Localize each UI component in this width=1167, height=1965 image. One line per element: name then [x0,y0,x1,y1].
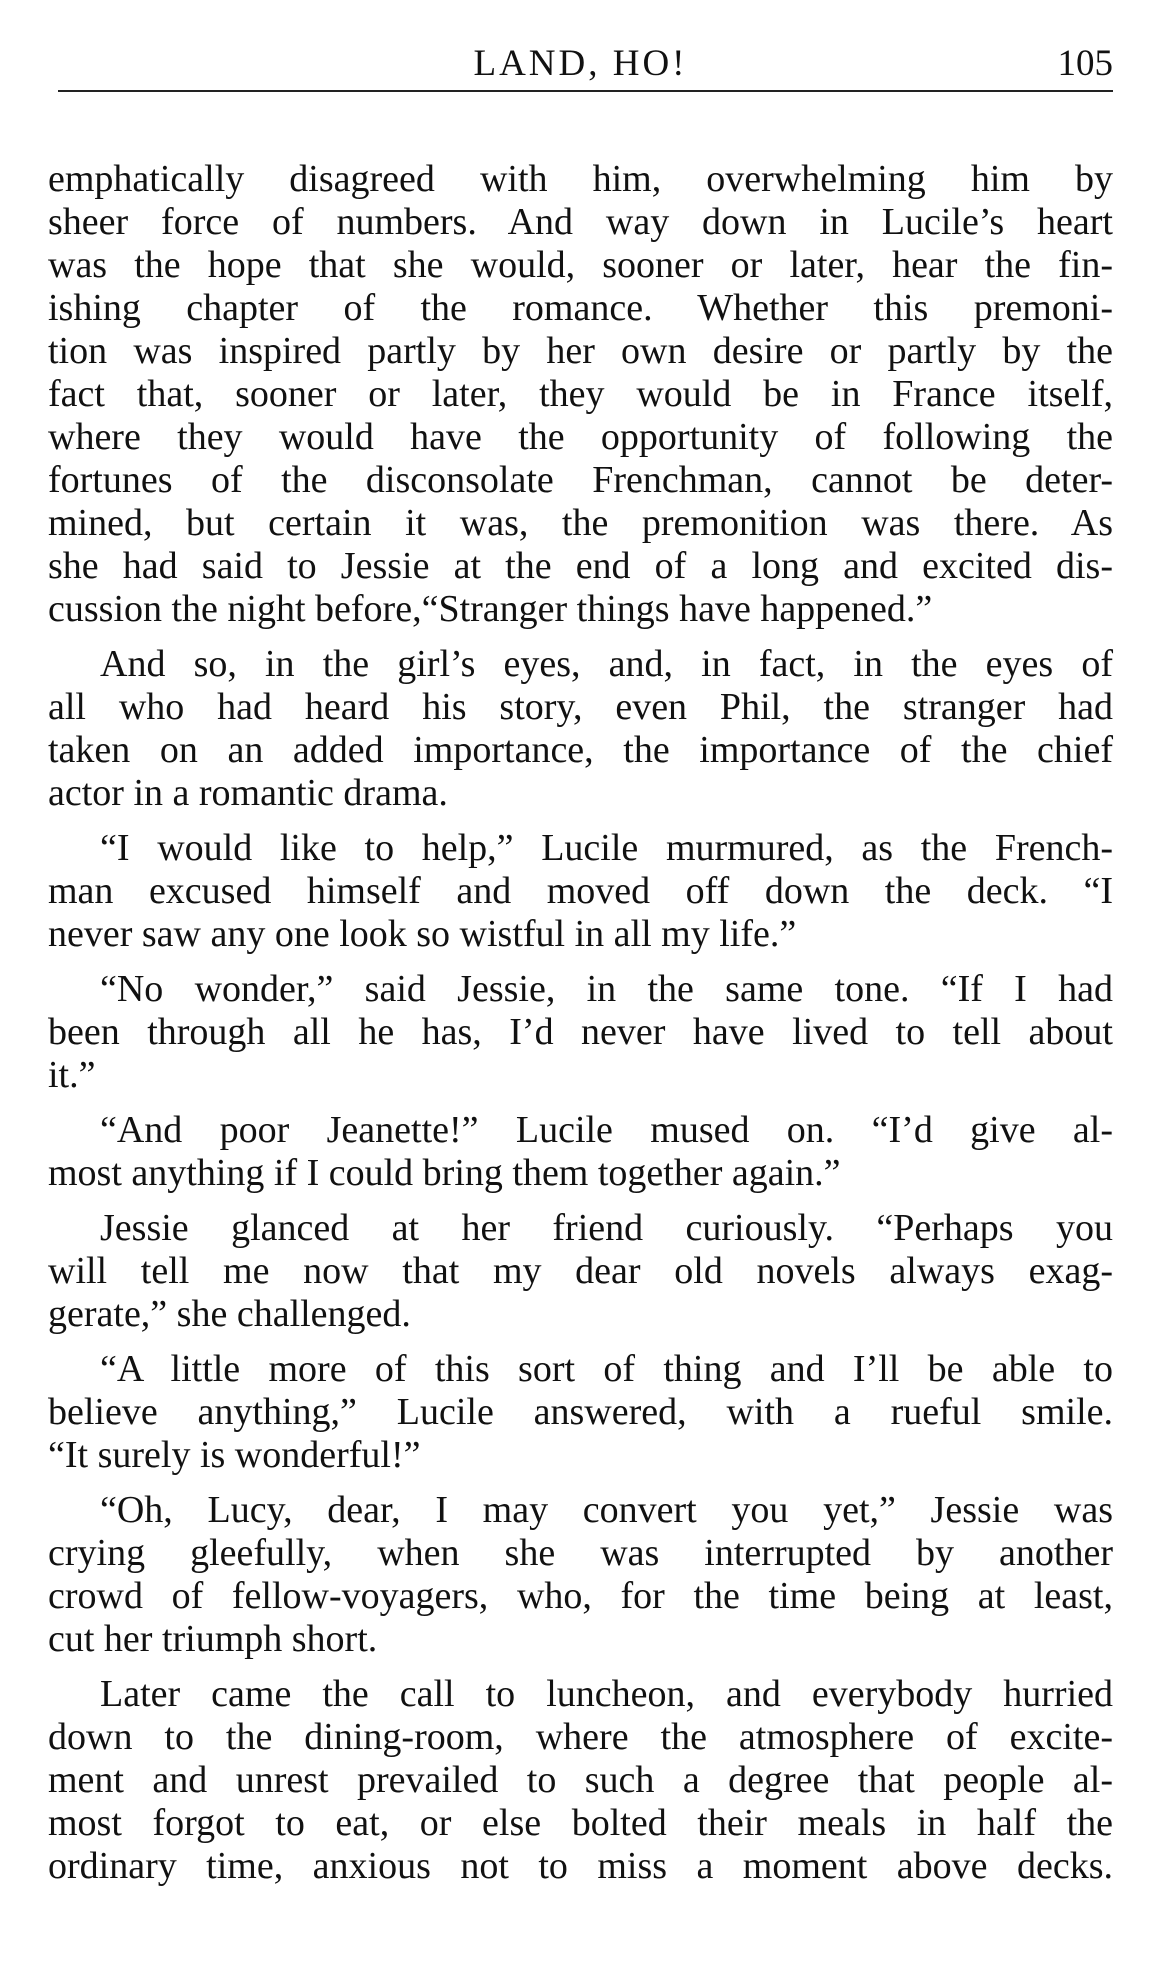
text-line: it.” [48,1054,96,1096]
text-line: sheer force of numbers. And way down in Lucile’s heart [48,201,1113,243]
paragraph [48,827,1113,956]
header-rule [58,90,1113,92]
text-line: ment and unrest prevailed to such a degree that people al- [48,1759,1113,1801]
text-line: Jessie glanced at her friend curiously. “Perhaps you [100,1207,1113,1249]
text-line: mined, but certain it was, the premonition was there. As [48,502,1113,544]
text-line: “I would like to help,” Lucile murmured, as the French- [100,827,1113,869]
paragraph [48,968,1113,1097]
paragraph [48,1489,1113,1661]
paragraph [48,1348,1113,1477]
paragraph [48,1109,1113,1195]
text-line: fortunes of the disconsolate Frenchman, cannot be deter- [48,459,1113,501]
text-line: was the hope that she would, sooner or later, hear the fin- [48,244,1113,286]
text-line: been through all he has, I’d never have lived to tell about [48,1011,1113,1053]
text-line: cut her triumph short. [48,1618,378,1660]
text-line: cussion the night before,“Stranger things have happened.” [48,588,933,630]
text-line: believe anything,” Lucile answered, with a rueful smile. [48,1391,1113,1433]
running-head [48,30,1113,88]
text-line: fact that, sooner or later, they would be in France itself, [48,373,1113,415]
text-line: ordinary time, anxious not to miss a moment above decks. [48,1845,1113,1887]
text-line: “Oh, Lucy, dear, I may convert you yet,” Jessie was [100,1489,1113,1531]
paragraph [48,1207,1113,1336]
text-line: emphatically disagreed with him, overwhelming him by [48,158,1113,200]
text-line: ishing chapter of the romance. Whether this premoni- [48,287,1113,329]
text-line: where they would have the opportunity of following the [48,416,1113,458]
text-line: down to the dining-room, where the atmosphere of excite- [48,1716,1113,1758]
text-line: taken on an added importance, the importance of the chief [48,729,1113,771]
text-line: gerate,” she challenged. [48,1293,411,1335]
text-line: will tell me now that my dear old novels always exag- [48,1250,1113,1292]
running-title: LAND, HO! [473,43,688,84]
text-line: never saw any one look so wistful in all my life.” [48,913,797,955]
text-line: Later came the call to luncheon, and everybody hurried [100,1673,1113,1715]
text-line: all who had heard his story, even Phil, the stranger had [48,686,1113,728]
body-text [48,158,1113,1888]
text-line: “A little more of this sort of thing and I’ll be able to [100,1348,1113,1390]
text-line: tion was inspired partly by her own desire or partly by the [48,330,1113,372]
text-line: crowd of fellow-voyagers, who, for the time being at least, [48,1575,1113,1617]
text-line: actor in a romantic drama. [48,772,448,814]
text-line: most anything if I could bring them together again.” [48,1152,841,1194]
text-line: “It surely is wonderful!” [48,1434,421,1476]
text-line: crying gleefully, when she was interrupted by another [48,1532,1113,1574]
page-number: 105 [1057,43,1113,84]
paragraph [48,643,1113,815]
text-line: she had said to Jessie at the end of a long and excited dis- [48,545,1113,587]
paragraph [48,1673,1113,1888]
text-line: “No wonder,” said Jessie, in the same tone. “If I had [100,968,1113,1010]
text-line: man excused himself and moved off down the deck. “I [48,870,1113,912]
text-line: most forgot to eat, or else bolted their meals in half the [48,1802,1113,1844]
text-line: And so, in the girl’s eyes, and, in fact, in the eyes of [100,643,1113,685]
text-line: “And poor Jeanette!” Lucile mused on. “I’d give al- [100,1109,1113,1151]
paragraph [48,158,1113,631]
